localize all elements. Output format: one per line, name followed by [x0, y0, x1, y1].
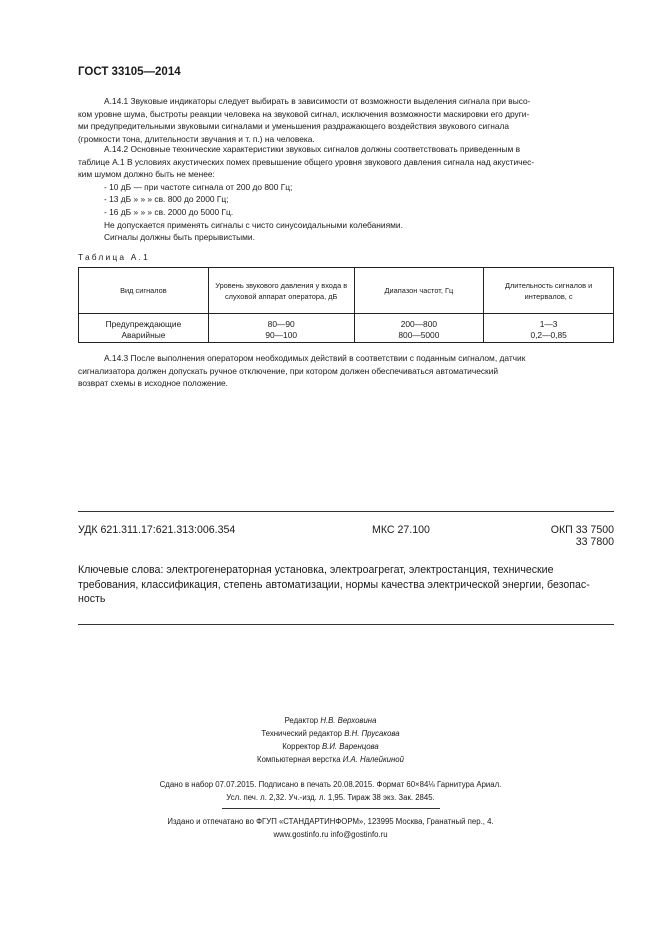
table-header-cell: Вид сигналов [79, 268, 209, 314]
section-text: Звуковые индикаторы следует выбирать в зависимости от возможности выделения сигнала при высо- [130, 96, 531, 106]
section-a142 [78, 143, 614, 244]
udk-code: УДК 621.311.17:621.313:006.354 [78, 524, 236, 536]
table-cell: Предупреждающие [79, 314, 209, 330]
section-number: А.14.3 [104, 353, 129, 363]
mks-code: МКС 27.100 [372, 524, 430, 536]
credits-block [0, 714, 661, 766]
publisher-email-link[interactable]: info@gostinfo.ru [330, 830, 388, 839]
keywords [78, 563, 614, 607]
publisher-line: Издано и отпечатано во ФГУП «СТАНДАРТИНФОРМ», 123995 Москва, Гранатный пер., 4. [167, 817, 494, 826]
table-caption: Таблица А.1 [78, 252, 150, 262]
credit-editor [0, 714, 661, 727]
page-header-standard: ГОСТ 33105—2014 [78, 66, 181, 78]
print-info [0, 778, 661, 804]
list-item: - 13 дБ » » » св. 800 до 2000 Гц; [104, 194, 229, 205]
table-cell: 80—90 [208, 314, 354, 330]
okp-code-2: 33 7800 [575, 536, 614, 548]
section-a142-line: ким шумом должно быть не менее: [78, 169, 215, 180]
section-a143-line: сигнализатора должен допускать ручное отключение, при котором должен обеспечиваться автоматический [78, 365, 499, 376]
table-header-cell: Уровень звукового давления у входа в слуховой аппарат оператора, дБ [208, 268, 354, 314]
okp-code-1: ОКП 33 7500 [550, 524, 614, 536]
credit-corrector [0, 740, 661, 753]
divider [78, 624, 614, 625]
table-header-cell: Диапазон частот, Гц [354, 268, 484, 314]
section-a142-line: таблице А.1 В условиях акустических помех превышение общего уровня звукового давления сигнала над акустичес- [78, 156, 535, 167]
section-a142-line: Сигналы должны быть прерывистыми. [104, 232, 255, 243]
keywords-line: Ключевые слова: электрогенераторная установка, электроагрегат, электростанция, технические [78, 564, 554, 576]
credit-label: Компьютерная верстка [257, 755, 341, 764]
section-a142-line [78, 143, 614, 156]
keywords-line: ность [78, 593, 106, 606]
section-a141-line [78, 95, 614, 108]
section-text: После выполнения оператором необходимых действий в соответствии с поданным сигналом, датчик [130, 353, 526, 363]
print-info-line: Усл. печ. л. 2,32. Уч.-изд. л. 1,95. Тираж 38 экз. Зак. 2845. [226, 793, 435, 802]
keywords-line: требования, классификация, степень автоматизации, нормы качества электрической энергии, безопас- [78, 578, 590, 591]
credit-label: Корректор [282, 742, 320, 751]
credit-label: Технический редактор [261, 729, 343, 738]
credit-name: И.А. Налейкиной [342, 755, 404, 764]
section-a141-line: (громкости тона, длительности звучания и т. п.) на человека. [78, 133, 315, 144]
table-header-cell: Длительность сигналов и интервалов, с [484, 268, 614, 314]
table-cell: 90—100 [208, 330, 354, 343]
okp-code [551, 524, 614, 548]
publisher-info [0, 815, 661, 841]
section-a143 [78, 352, 614, 390]
table-row [79, 330, 614, 343]
section-text: Основные технические характеристики звуковых сигналов должны соответствовать приведенным в [130, 144, 521, 154]
section-a143-line: возврат схемы в исходное положение. [78, 378, 229, 389]
table-cell: 1—3 [484, 314, 614, 330]
divider [78, 511, 614, 512]
section-a141-line: ком уровне шума, быстроты реакции человека на звуковой сигнал, исключения возможности маскировки его други- [78, 108, 530, 119]
signals-table [78, 267, 614, 343]
table-row [79, 314, 614, 330]
section-a141-line: ми предупредительными звуковыми сигналами и уменьшения раздражающего воздействия звукового сигнала [78, 121, 510, 132]
publisher-site-link[interactable]: www.gostinfo.ru [273, 830, 329, 839]
section-number: А.14.2 [104, 144, 129, 154]
print-info-line: Сдано в набор 07.07.2015. Подписано в печать 20.08.2015. Формат 60×84⅛ Гарнитура Ариал. [159, 780, 502, 789]
section-number: А.14.1 [104, 96, 129, 106]
table-cell: 800—5000 [354, 330, 484, 343]
list-item: - 10 дБ — при частоте сигнала от 200 до 800 Гц; [104, 181, 293, 192]
table-header-row [79, 268, 614, 314]
credit-label: Редактор [284, 716, 319, 725]
divider [222, 808, 440, 809]
credit-name: В.И. Варенцова [321, 742, 379, 751]
table-cell: 0,2—0,85 [484, 330, 614, 343]
section-a143-line [78, 352, 614, 365]
credit-tech-editor [0, 727, 661, 740]
credit-name: Н.В. Верховина [320, 716, 377, 725]
table-cell: 200—800 [354, 314, 484, 330]
credit-layout [0, 753, 661, 766]
table-cell: Аварийные [79, 330, 209, 343]
section-a141 [78, 95, 614, 145]
credit-name: В.Н. Прусакова [344, 729, 400, 738]
list-item: - 16 дБ » » » св. 2000 до 5000 Гц. [104, 206, 234, 217]
publisher-contacts [0, 828, 661, 841]
section-a142-line: Не допускается применять сигналы с чисто синусоидальными колебаниями. [104, 219, 403, 230]
